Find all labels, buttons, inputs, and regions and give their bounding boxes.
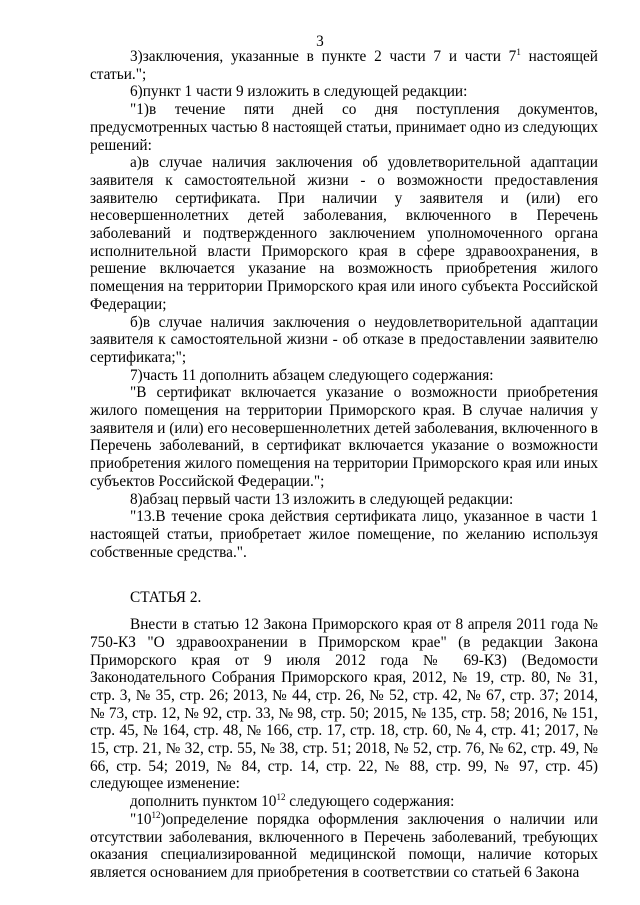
article-2-addition — [90, 793, 598, 811]
article-2-intro: Внести в статью 12 Закона Приморского края от 8 апреля 2011 года № 750-КЗ "О здравоохранении в Приморском крае" (в редакции Закона Приморского края от 9 июля 2012 года № 69-КЗ) (Ведомости Законодательного Собрания Приморского края, 2012, № 19, стр. 80, № 31, стр. 3, № 35, стр. 26; 2013, № 44, стр. 26, № 52, стр. 42, № 67, стр. 37; 2014, № 73, стр. 12, № 92, стр. 33, № 98, стр. 50; 2015, № 135, стр. 58; 2016, № 151, стр. 45, № 164, стр. 48, № 166, стр. 17, стр. 18, стр. 60, № 4, стр. 41; 2017, № 15, стр. 21, № 32, стр. 55, № 38, стр. 51; 2018, № 52, стр. 76, № 62, стр. 49, № 66, стр. 54; 2019, № 84, стр. 14, стр. 22, № 88, стр. 99, № 97, стр. 45) следующее изменение: — [90, 616, 598, 793]
item-3-superscript: 1 — [516, 47, 521, 57]
point-number: "10 — [130, 810, 152, 828]
section-spacer — [90, 561, 598, 589]
addition-superscript: 12 — [276, 792, 286, 803]
document-body — [90, 48, 598, 882]
paragraph-item-6: 6)пункт 1 части 9 изложить в следующей редакции: — [130, 83, 468, 101]
point-text: )определение порядка оформления заключения о наличии или отсутствии заболевания, включенного в Перечень заболеваний, требующих оказания специализированной медицинской помощи, наличие которых является основанием для приобретения в соответствии со статьей 6 Закона — [90, 810, 598, 881]
paragraph-item-3 — [90, 48, 598, 83]
paragraph-quote-1: "1)в течение пяти дней со дня поступления документов, предусмотренных частью 8 настоящей статьи, принимает одно из следующих решений: — [90, 101, 598, 154]
paragraph-subitem-b: б)в случае наличия заключения о неудовлетворительной адаптации заявителя к самостоятельной жизни - об отказе в предоставлении заявителю сертификата;"; — [90, 313, 598, 366]
addition-tail: следующего содержания: — [285, 793, 455, 811]
point-superscript: 12 — [151, 809, 161, 820]
paragraph-quote-8: "13.В течение срока действия сертификата лицо, указанное в части 1 настоящей статьи, приобретает жилое помещение, по желанию используя собственные средства.". — [90, 508, 598, 561]
addition-text: дополнить пунктом 10 — [130, 793, 277, 811]
article-2-point-10-12 — [90, 811, 598, 882]
paragraph-quote-7: "В сертификат включается указание о возможности приобретения жилого помещения на территории Приморского края. В случае наличия у заявителя и (или) его несовершеннолетних детей заболевания, включенного в Перечень заболеваний, в сертификат включается указание о возможности приобретения жилого помещения на территории Приморского края или иных субъектов Российской Федерации."; — [90, 384, 598, 490]
article-2-heading: СТАТЬЯ 2. — [130, 589, 202, 607]
paragraph-item-7: 7)часть 11 дополнить абзацем следующего содержания: — [130, 366, 494, 384]
paragraph-subitem-a: а)в случае наличия заключения об удовлетворительной адаптации заявителя к самостоятельной жизни - о возможности предоставления заявителю сертификата. При наличии у заявителя и (или) его несовершеннолетних детей заболевания, включенного в Перечень заболеваний и подтвержденного заключением уполномоченного органа исполнительной власти Приморского края в сфере здравоохранения, в решение включается указание на возможность приобретения жилого помещения на территории Приморского края или иного субъекта Российской Федерации; — [90, 154, 598, 313]
heading-spacer — [90, 607, 598, 616]
item-3-tail: настоящей статьи."; — [90, 48, 598, 83]
paragraph-item-8: 8)абзац первый части 13 изложить в следующей редакции: — [130, 490, 514, 508]
page-number: 3 — [316, 33, 324, 50]
item-3-text: 3)заключения, указанные в пункте 2 части 7 и части 7 — [130, 48, 517, 65]
